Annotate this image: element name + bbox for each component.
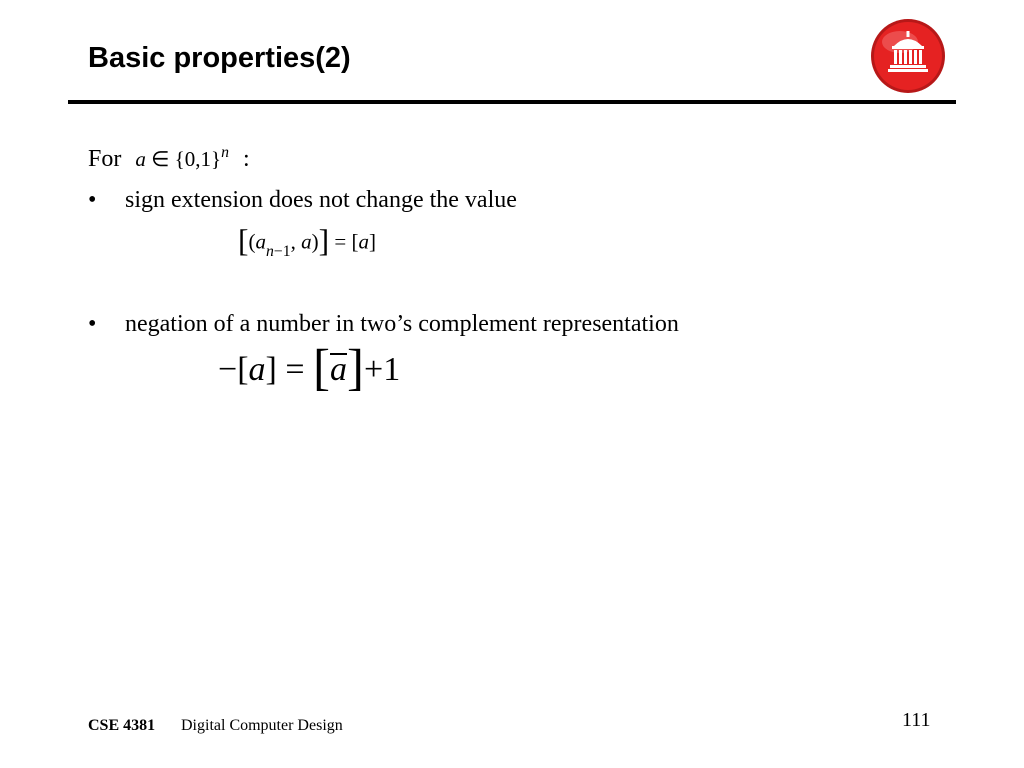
slide-title: Basic properties(2) <box>88 42 351 74</box>
university-logo-icon <box>868 16 948 96</box>
domain-formula: a ∈ $\{0,1\}^n$ <box>135 143 229 171</box>
bullet-marker: • <box>88 311 97 337</box>
bullet-marker: • <box>88 187 97 213</box>
intro-lead: For <box>88 146 122 172</box>
negation-formula: −[a] = [a]+1 <box>218 340 401 396</box>
footer-course-code: CSE 4381 <box>88 717 156 734</box>
slide-page-number: 111 <box>902 709 931 731</box>
definition-line <box>88 143 250 173</box>
footer-course-title: Digital Computer Design <box>181 717 343 734</box>
sign-extension-formula: [($a_{n-1}$, a)] = [a] <box>238 223 376 260</box>
bullet-text: negation of a number in two’s complement representation <box>125 311 679 337</box>
intro-colon: : <box>242 146 250 172</box>
title-divider <box>68 100 956 104</box>
bullet-text: sign extension does not change the value <box>125 187 517 213</box>
